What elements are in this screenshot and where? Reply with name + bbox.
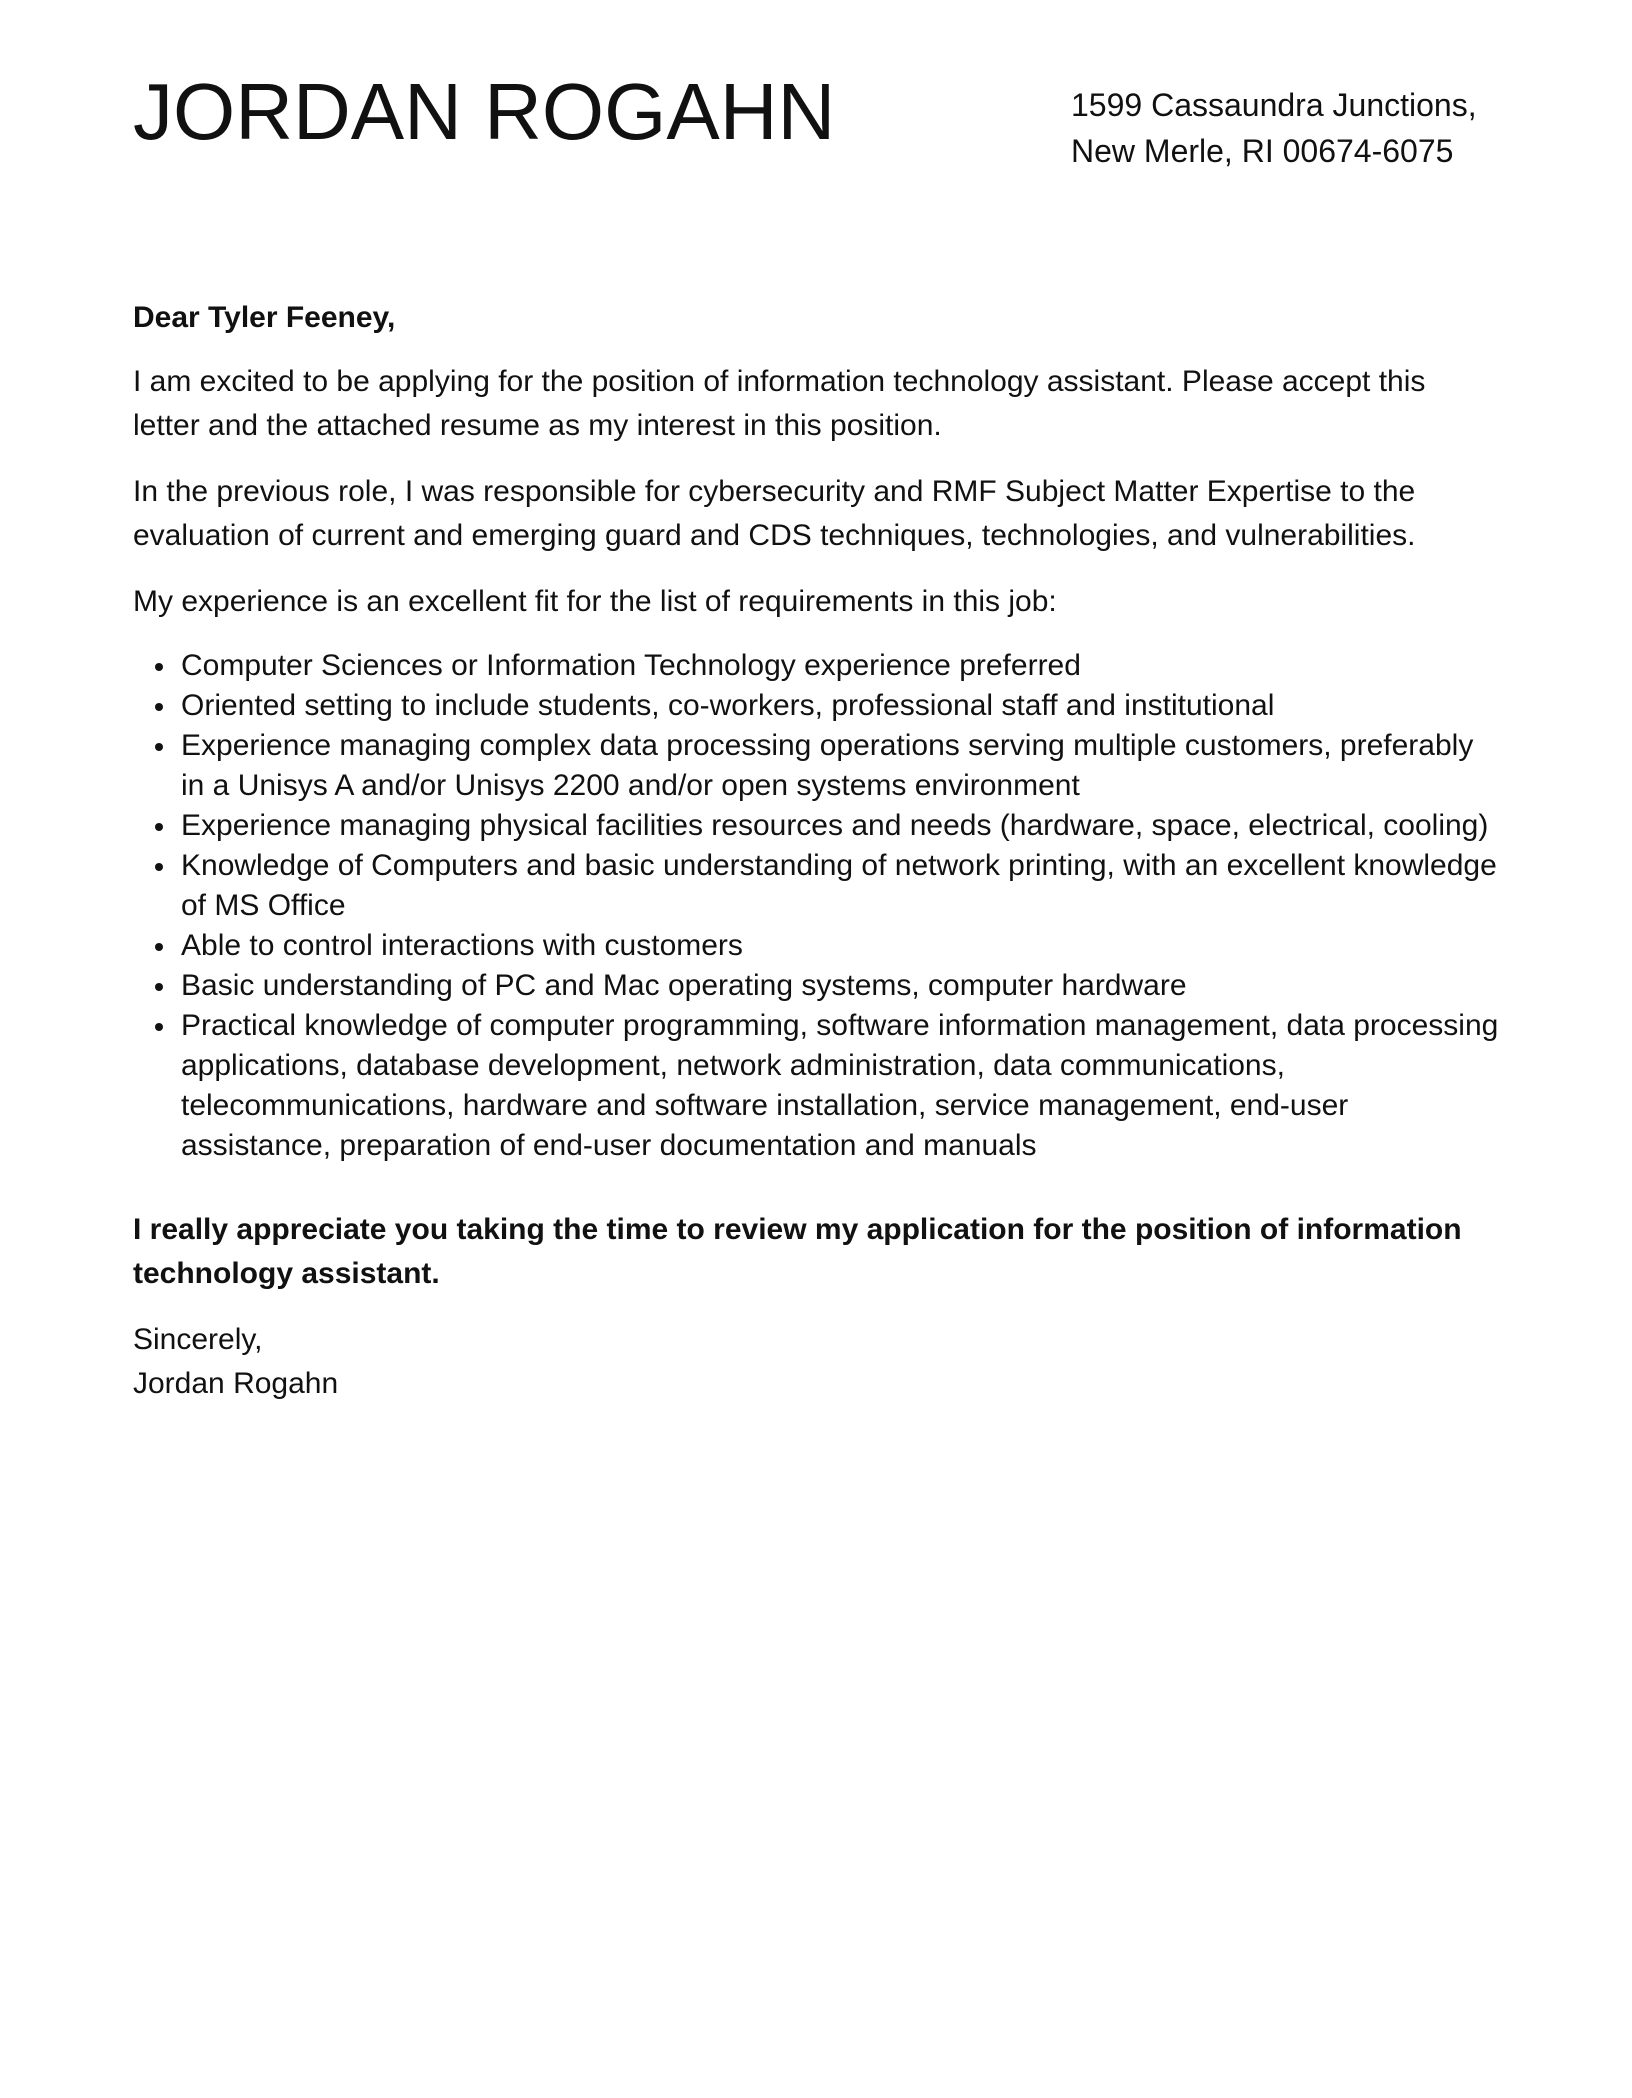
requirement-item: Experience managing complex data processing operations serving multiple customers, preferably in a Unisys A and/or Unisys 2200 and/or open systems environment bbox=[133, 726, 1499, 806]
requirement-item: Basic understanding of PC and Mac operating systems, computer hardware bbox=[133, 966, 1499, 1006]
signature-name: Jordan Rogahn bbox=[133, 1367, 339, 1400]
requirement-item: Experience managing physical facilities resources and needs (hardware, space, electrical, cooling) bbox=[133, 806, 1499, 846]
requirement-item: Computer Sciences or Information Technology experience preferred bbox=[133, 646, 1499, 686]
closing-paragraph: I really appreciate you taking the time to review my application for the position of information technology assistant. bbox=[133, 1213, 1462, 1290]
requirement-item: Oriented setting to include students, co-workers, professional staff and institutional bbox=[133, 686, 1499, 726]
applicant-address bbox=[1071, 82, 1477, 174]
previous-role-paragraph: In the previous role, I was responsible for cybersecurity and RMF Subject Matter Expertise to the evaluation of current and emerging guard and CDS techniques, technologies, and vulnerabilities. bbox=[133, 475, 1416, 552]
signoff: Sincerely, bbox=[133, 1323, 263, 1356]
requirements-intro: My experience is an excellent fit for the list of requirements in this job: bbox=[133, 585, 1057, 618]
requirement-item: Practical knowledge of computer programming, software information management, data processing applications, database development, network administration, data communications, telecommunications, hardware and software installation, service management, end-user assistance, preparation of end-user documentation and manuals bbox=[133, 1006, 1499, 1166]
signoff-block bbox=[133, 1318, 1499, 1406]
requirements-list bbox=[133, 646, 1499, 1166]
applicant-name: JORDAN ROGAHN bbox=[133, 67, 836, 156]
address-line-2: New Merle, RI 00674-6075 bbox=[1071, 133, 1454, 169]
address-line-1: 1599 Cassaundra Junctions, bbox=[1071, 87, 1477, 123]
greeting: Dear Tyler Feeney, bbox=[133, 301, 396, 334]
letter-body bbox=[133, 296, 1499, 1406]
requirement-item: Able to control interactions with customers bbox=[133, 926, 1499, 966]
intro-paragraph: I am excited to be applying for the position of information technology assistant. Please accept this letter and the attached resume as my interest in this position. bbox=[133, 365, 1426, 442]
requirement-item: Knowledge of Computers and basic understanding of network printing, with an excellent knowledge of MS Office bbox=[133, 846, 1499, 926]
